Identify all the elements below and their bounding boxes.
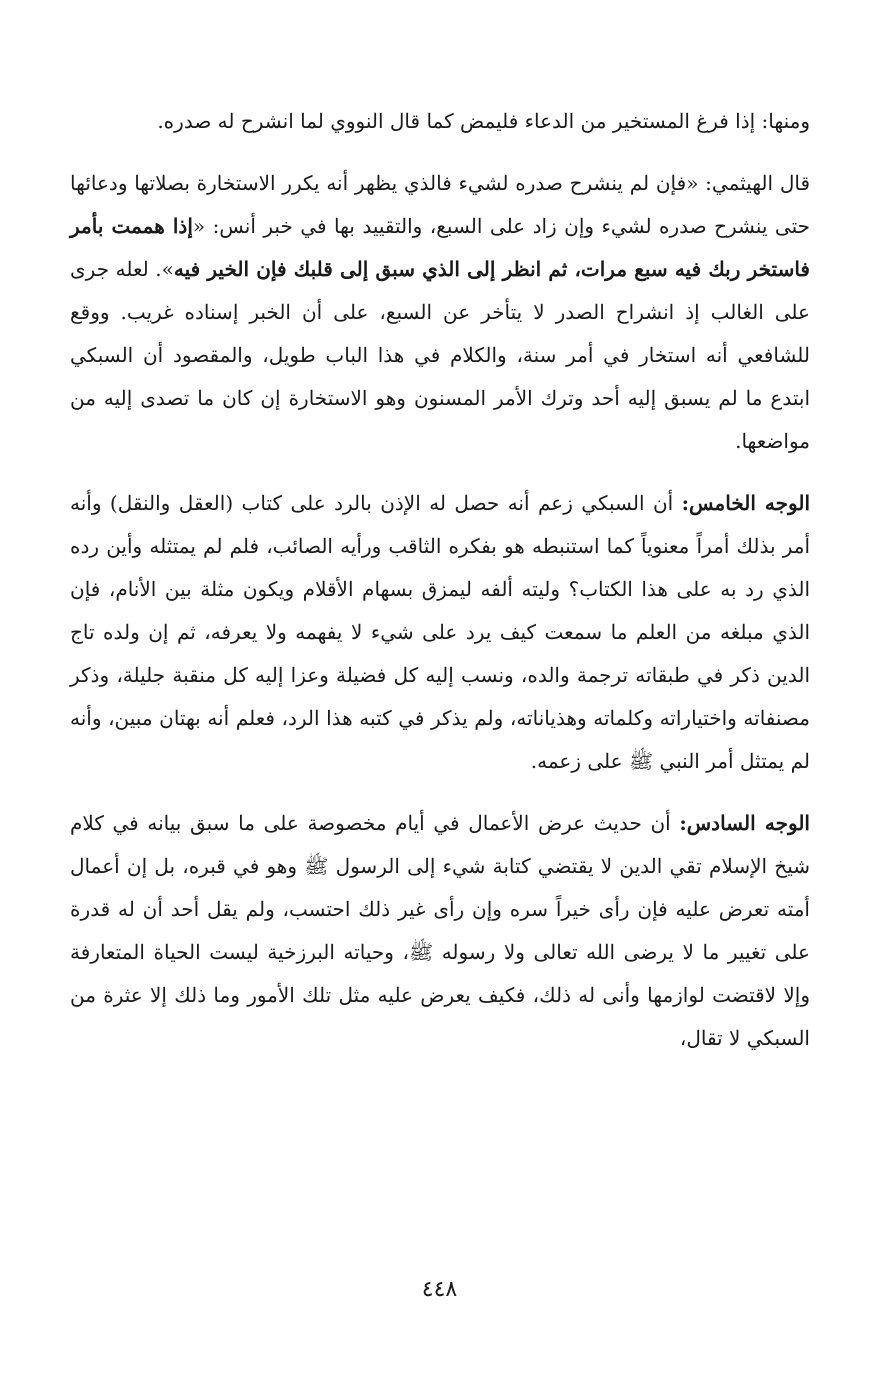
paragraph-2-pre: قال الهيثمي: «فإن لم ينشرح صدره لشيء فالذي يظهر أنه يكرر الاستخارة بصلاتها ودعائها حتى ينشرح صدره لشيء وإن زاد على السبع، والتقييد بها في خبر أنس: «: [70, 171, 810, 238]
page-body: [70, 100, 810, 1060]
paragraph-2: [70, 162, 810, 463]
paragraph-4: [70, 802, 810, 1060]
paragraph-3: [70, 482, 810, 783]
paragraph-1-text: ومنها: إذا فرغ المستخير من الدعاء فليمض كما قال النووي لما انشرح له صدره.: [157, 109, 810, 133]
paragraph-1: [70, 100, 810, 143]
paragraph-4-text: أن حديث عرض الأعمال في أيام مخصوصة على ما سبق بيانه في كلام شيخ الإسلام تقي الدين لا يقتضي كتابة شيء إلى الرسول ﷺ وهو في قبره، بل إن أعمال أمته تعرض عليه فإن رأى خيراً سره وإن رأى غير ذلك احتسب، ولم يقل أحد أن له قدرة على تغيير ما لا يرضى الله تعالى ولا رسوله ﷺ، وحياته البرزخية ليست الحياة المتعارفة وإلا لاقتضت لوازمها وأنى له ذلك، فكيف يعرض عليه مثل تلك الأمور وما ذلك إلا عثرة من السبكي لا تقال،: [70, 811, 810, 1050]
paragraph-3-text: أن السبكي زعم أنه حصل له الإذن بالرد على كتاب (العقل والنقل) وأنه أمر بذلك أمراً معنوياً كما استنبطه هو بفكره الثاقب ورأيه الصائب، فلم لم يمتثله وأين رده الذي رد به على هذا الكتاب؟ وليته ألفه ليمزق بسهام الأقلام ويكون مثلة بين الأنام، فإن الذي مبلغه من العلم ما سمعت كيف يرد على شيء لا يفهمه ولا يعرفه، ثم إن ولده تاج الدين ذكر في طبقاته ترجمة والده، ونسب إليه كل فضيلة وعزا إليه كل منقبة جليلة، وذكر مصنفاته واختياراته وكلماته وهذياناته، ولم يذكر في كتبه هذا الرد، فعلم أنه بهتان مبين، وأنه لم يمتثل أمر النبي ﷺ على زعمه.: [70, 491, 810, 773]
section-heading-fifth: الوجه الخامس:: [681, 491, 811, 515]
paragraph-2-post: ». لعله جرى على الغالب إذ انشراح الصدر لا يتأخر عن السبع، على أن الخبر إسناده غريب. ووقع للشافعي أنه استخار في أمر سنة، والكلام في هذا الباب طويل، والمقصود أن السبكي ابتدع ما لم يسبق إليه أحد وترك الأمر المسنون وهو الاستخارة إن كان ما تصدى إليه من مواضعها.: [70, 257, 810, 453]
hadith-quote: إذا هممت بأمر فاستخر ربك فيه سبع مرات، ثم انظر إلى الذي سبق إلى قلبك فإن الخير فيه: [70, 214, 810, 281]
section-heading-sixth: الوجه السادس:: [679, 811, 810, 835]
page-number: ٤٤٨: [421, 1277, 458, 1302]
